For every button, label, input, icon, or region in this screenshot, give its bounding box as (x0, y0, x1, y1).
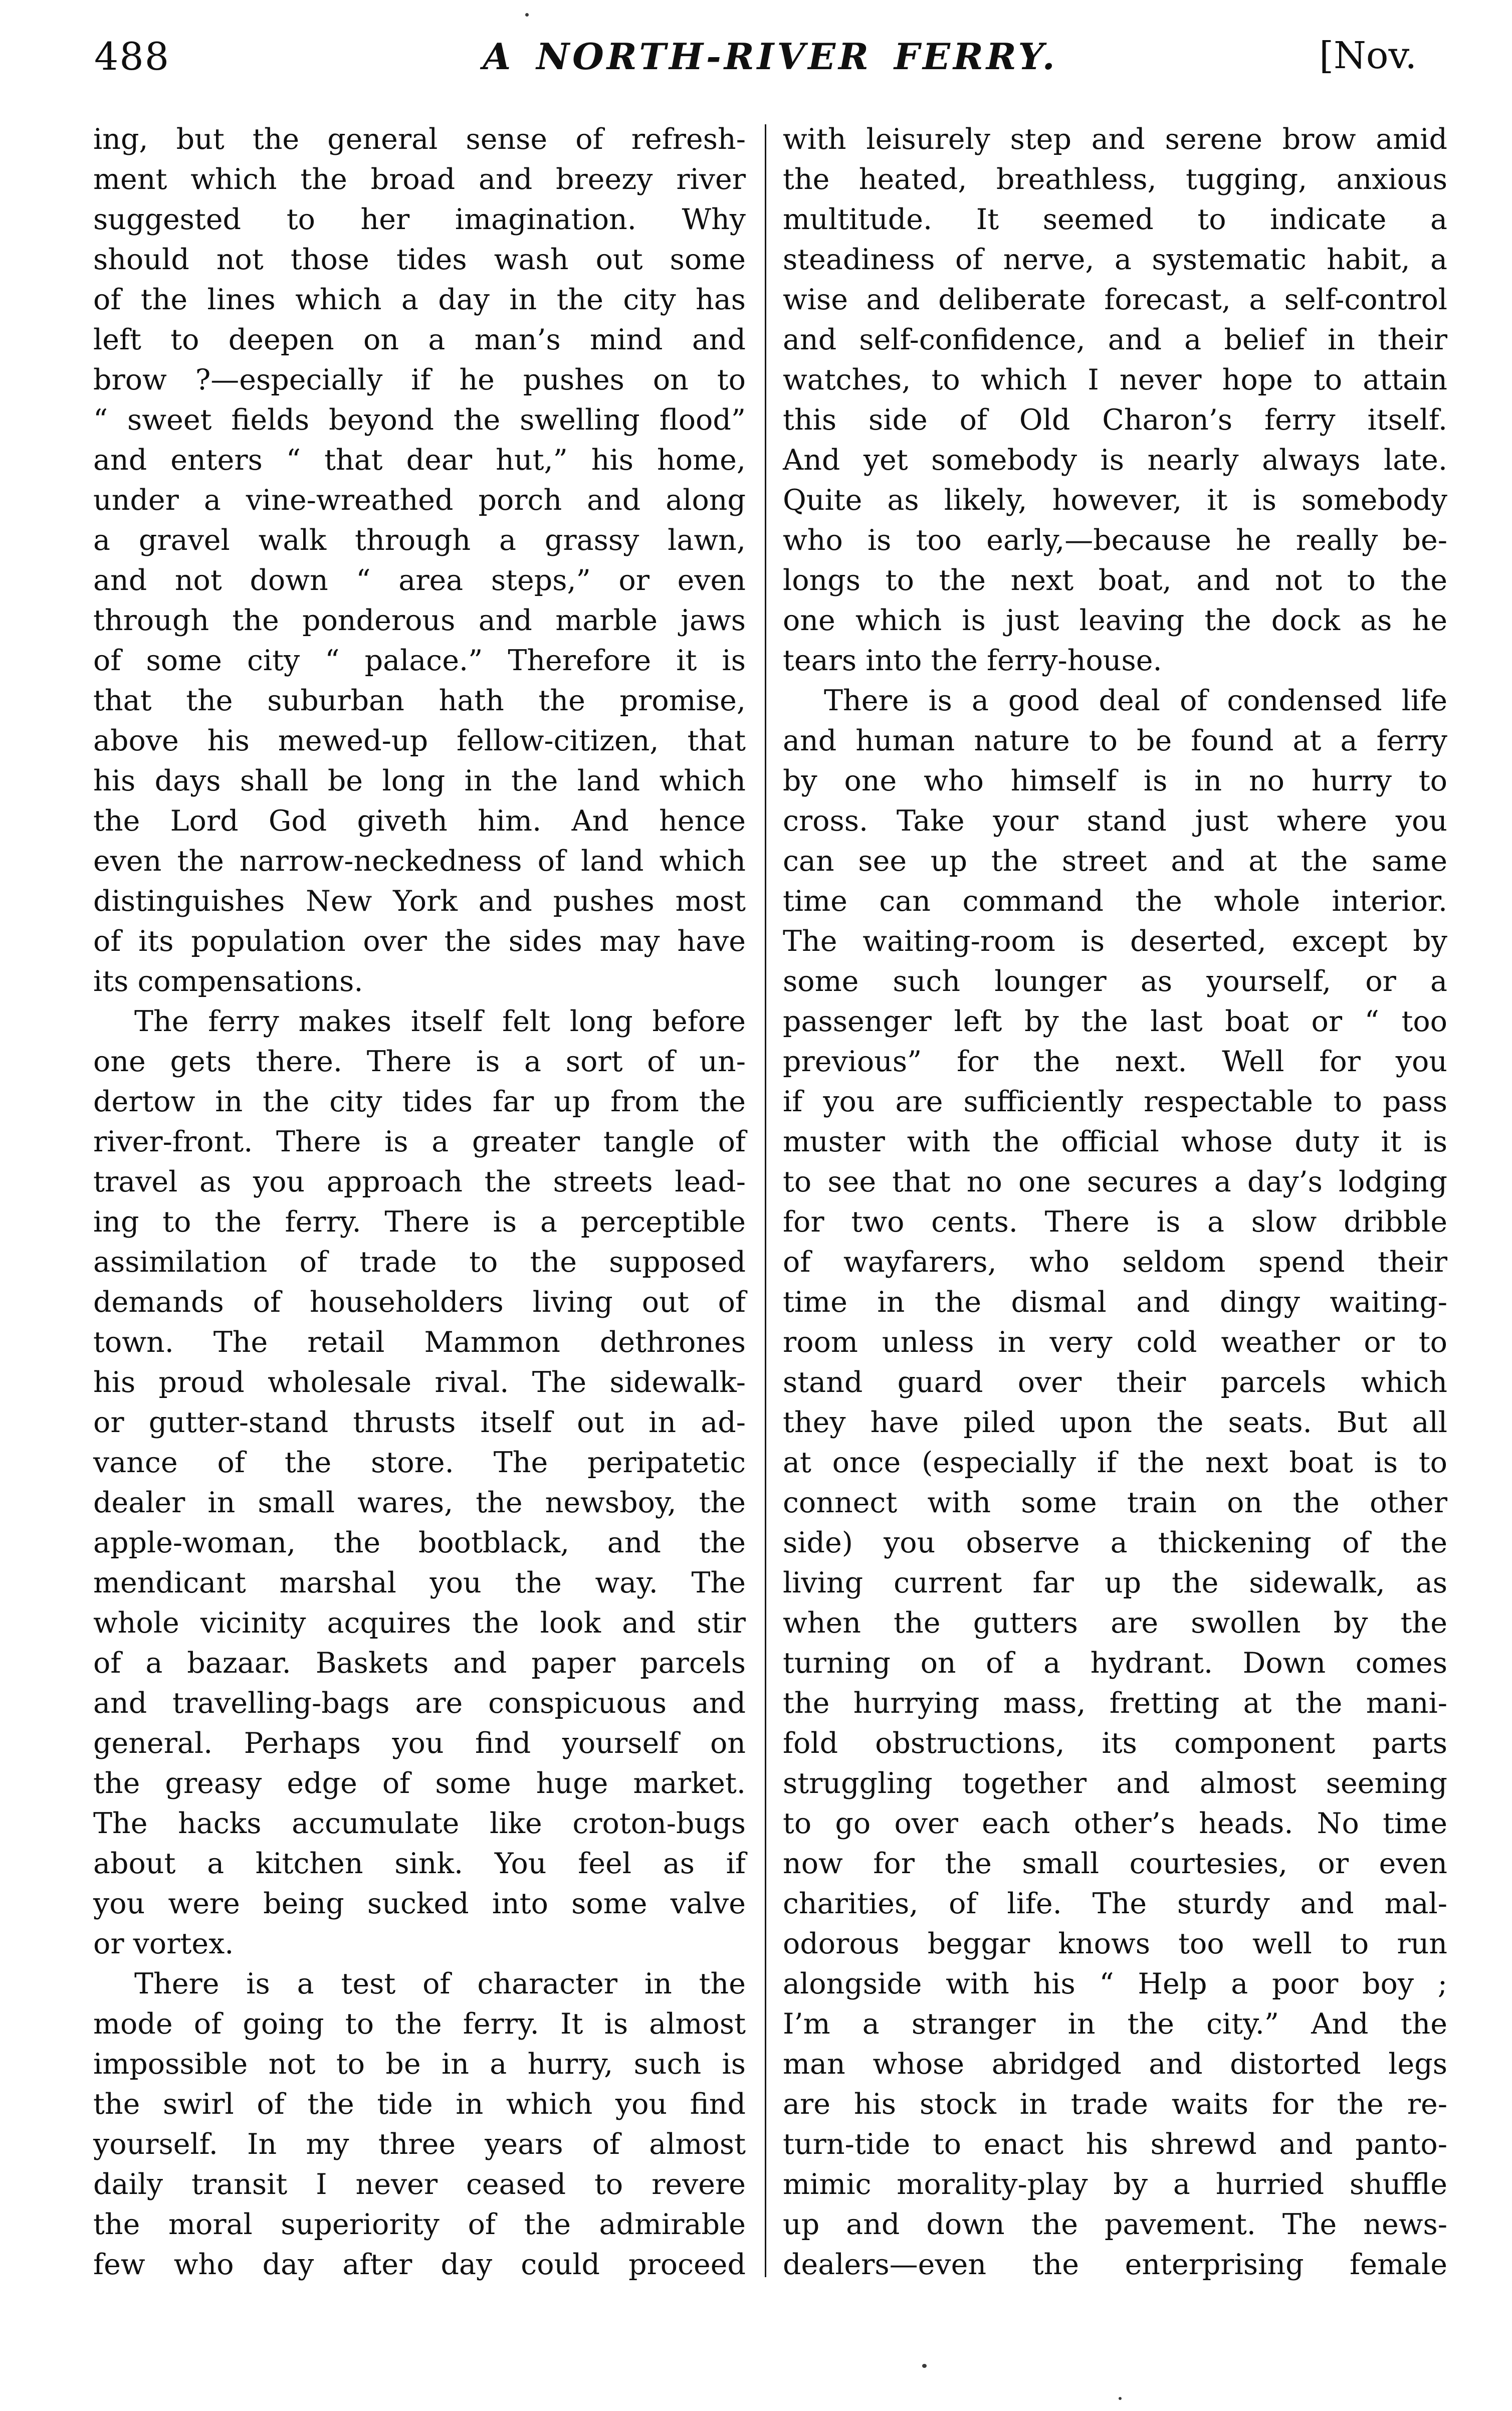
text-line: some such lounger as yourself, or a (783, 965, 1447, 998)
text-line: stand guard over their parcels which (783, 1366, 1447, 1399)
text-line: the swirl of the tide in which you find (93, 2088, 746, 2121)
text-line: suggested to her imagination. Why (93, 203, 746, 236)
text-line: about a kitchen sink. You feel as if (93, 1847, 746, 1880)
text-line: vance of the store. The peripatetic (93, 1446, 746, 1479)
text-line: this side of Old Charon’s ferry itself. (783, 404, 1447, 437)
text-line: struggling together and almost seeming (783, 1767, 1447, 1800)
text-line: and not down “ area steps,” or even (93, 564, 746, 597)
text-line: There is a good deal of condensed life (824, 684, 1447, 717)
text-line: for two cents. There is a slow dribble (783, 1205, 1447, 1239)
text-line: muster with the official whose duty it is (783, 1125, 1447, 1158)
text-line: longs to the next boat, and not to the (783, 564, 1447, 597)
text-line: of wayfarers, who seldom spend their (783, 1246, 1447, 1279)
column-divider-rule (765, 124, 766, 2277)
text-line: turning on of a hydrant. Down comes (783, 1647, 1447, 1680)
text-line: to see that no one secures a day’s lodging (783, 1165, 1447, 1198)
text-line: ing, but the general sense of refresh- (93, 123, 746, 156)
text-line: tears into the ferry-house. (783, 644, 1162, 677)
text-line: you were being sucked into some valve (93, 1887, 746, 1920)
text-line: are his stock in trade waits for the re- (783, 2088, 1447, 2121)
text-line: of its population over the sides may have (93, 925, 746, 958)
text-line: The ferry makes itself felt long before (134, 1005, 746, 1038)
text-line: turn-tide to enact his shrewd and panto- (783, 2128, 1447, 2161)
text-line: demands of householders living out of (93, 1286, 746, 1319)
text-line: watches, to which I never hope to attain (783, 363, 1447, 396)
text-line: mendicant marshal you the way. The (93, 1566, 746, 1599)
text-line: fold obstructions, its component parts (783, 1727, 1447, 1760)
text-line: apple-woman, the bootblack, and the (93, 1526, 746, 1559)
text-line: room unless in very cold weather or to (783, 1326, 1447, 1359)
text-line: with leisurely step and serene brow amid (783, 123, 1447, 156)
text-line: up and down the pavement. The news- (783, 2208, 1447, 2241)
right-column (783, 119, 1447, 2285)
text-line: even the narrow-neckedness of land which (93, 845, 746, 878)
text-line: or vortex. (93, 1927, 234, 1960)
text-line: living current far up the sidewalk, as (783, 1566, 1447, 1599)
text-line: distinguishes New York and pushes most (93, 885, 746, 918)
text-line: his proud wholesale rival. The sidewalk- (93, 1366, 746, 1399)
page-number: 488 (94, 34, 170, 79)
text-line: previous” for the next. Well for you (783, 1045, 1447, 1078)
text-line: by one who himself is in no hurry to (783, 764, 1447, 797)
text-line: and self-confidence, and a belief in their (783, 323, 1447, 356)
text-line: under a vine-wreathed porch and along (93, 484, 746, 517)
text-line: dealer in small wares, the newsboy, the (93, 1486, 746, 1519)
page-title: A NORTH-RIVER FERRY. (483, 35, 1058, 78)
text-line: ing to the ferry. There is a perceptible (93, 1205, 746, 1239)
text-line: one gets there. There is a sort of un- (93, 1045, 746, 1078)
text-line: above his mewed-up fellow-citizen, that (93, 724, 746, 757)
text-line: charities, of life. The sturdy and mal- (783, 1887, 1447, 1920)
text-line: alongside with his “ Help a poor boy ; (783, 1967, 1447, 2000)
text-line: can see up the street and at the same (783, 845, 1447, 878)
text-line: And yet somebody is nearly always late. (783, 444, 1447, 477)
text-line: multitude. It seemed to indicate a (783, 203, 1447, 236)
text-line: side) you observe a thickening of the (783, 1526, 1447, 1559)
text-line: when the gutters are swollen by the (783, 1606, 1447, 1640)
text-line: river-front. There is a greater tangle of (93, 1125, 746, 1158)
left-column (93, 119, 746, 2285)
text-line: travel as you approach the streets lead- (93, 1165, 746, 1198)
text-line: I’m a stranger in the city.” And the (783, 2007, 1447, 2041)
text-line: odorous beggar knows too well to run (783, 1927, 1447, 1960)
text-line: of the lines which a day in the city has (93, 283, 746, 316)
text-line: few who day after day could proceed (93, 2248, 746, 2281)
text-line: man whose abridged and distorted legs (783, 2048, 1447, 2081)
text-line: that the suburban hath the promise, (93, 684, 746, 717)
text-line: time can command the whole interior. (783, 885, 1447, 918)
text-line: they have piled upon the seats. But all (783, 1406, 1447, 1439)
text-line: whole vicinity acquires the look and stir (93, 1606, 746, 1640)
text-line: dertow in the city tides far up from the (93, 1085, 746, 1118)
text-line: of a bazaar. Baskets and paper parcels (93, 1647, 746, 1680)
text-line: the hurrying mass, fretting at the mani- (783, 1687, 1447, 1720)
text-line: at once (especially if the next boat is to (783, 1446, 1447, 1479)
text-line: the heated, breathless, tugging, anxious (783, 163, 1447, 196)
text-line: should not those tides wash out some (93, 243, 746, 276)
scan-speck (1119, 2397, 1122, 2400)
text-line: wise and deliberate forecast, a self-control (783, 283, 1447, 316)
text-line: and enters “ that dear hut,” his home, (93, 444, 746, 477)
text-line: The waiting-room is deserted, except by (783, 925, 1447, 958)
text-line: dealers—even the enterprising female (783, 2248, 1447, 2281)
text-line: who is too early,—because he really be- (783, 524, 1447, 557)
text-line: town. The retail Mammon dethrones (93, 1326, 746, 1359)
text-line: or gutter-stand thrusts itself out in ad- (93, 1406, 746, 1439)
text-line: a gravel walk through a grassy lawn, (93, 524, 746, 557)
text-line: The hacks accumulate like croton-bugs (93, 1807, 746, 1840)
text-line: assimilation of trade to the supposed (93, 1246, 746, 1279)
text-line: its compensations. (93, 965, 363, 998)
text-line: if you are sufficiently respectable to pass (783, 1085, 1447, 1118)
text-line: and travelling-bags are conspicuous and (93, 1687, 746, 1720)
scan-speck (525, 13, 529, 17)
issue-label: [Nov. (1319, 34, 1417, 77)
text-line: There is a test of character in the (134, 1967, 746, 2000)
text-line: steadiness of nerve, a systematic habit, a (783, 243, 1447, 276)
text-line: mimic morality-play by a hurried shuffle (783, 2168, 1447, 2201)
text-line: and human nature to be found at a ferry (783, 724, 1447, 757)
text-line: connect with some train on the other (783, 1486, 1447, 1519)
text-line: the greasy edge of some huge market. (93, 1767, 746, 1800)
text-line: one which is just leaving the dock as he (783, 604, 1447, 637)
text-line: brow ?—especially if he pushes on to (93, 363, 746, 396)
text-line: the Lord God giveth him. And hence (93, 805, 746, 838)
text-line: mode of going to the ferry. It is almost (93, 2007, 746, 2041)
text-line: the moral superiority of the admirable (93, 2208, 746, 2241)
text-line: of some city “ palace.” Therefore it is (93, 644, 746, 677)
text-line: to go over each other’s heads. No time (783, 1807, 1447, 1840)
text-line: impossible not to be in a hurry, such is (93, 2048, 746, 2081)
text-line: his days shall be long in the land which (93, 764, 746, 797)
text-line: passenger left by the last boat or “ too (783, 1005, 1447, 1038)
text-line: left to deepen on a man’s mind and (93, 323, 746, 356)
text-line: daily transit I never ceased to revere (93, 2168, 746, 2201)
text-line: now for the small courtesies, or even (783, 1847, 1447, 1880)
text-line: yourself. In my three years of almost (93, 2128, 746, 2161)
text-line: time in the dismal and dingy waiting- (783, 1286, 1447, 1319)
text-line: through the ponderous and marble jaws (93, 604, 746, 637)
text-line: “ sweet fields beyond the swelling flood” (93, 404, 746, 437)
text-line: general. Perhaps you find yourself on (93, 1727, 746, 1760)
scan-speck (922, 2364, 927, 2368)
text-line: Quite as likely, however, it is somebody (783, 484, 1447, 517)
text-line: cross. Take your stand just where you (783, 805, 1447, 838)
text-line: ment which the broad and breezy river (93, 163, 746, 196)
